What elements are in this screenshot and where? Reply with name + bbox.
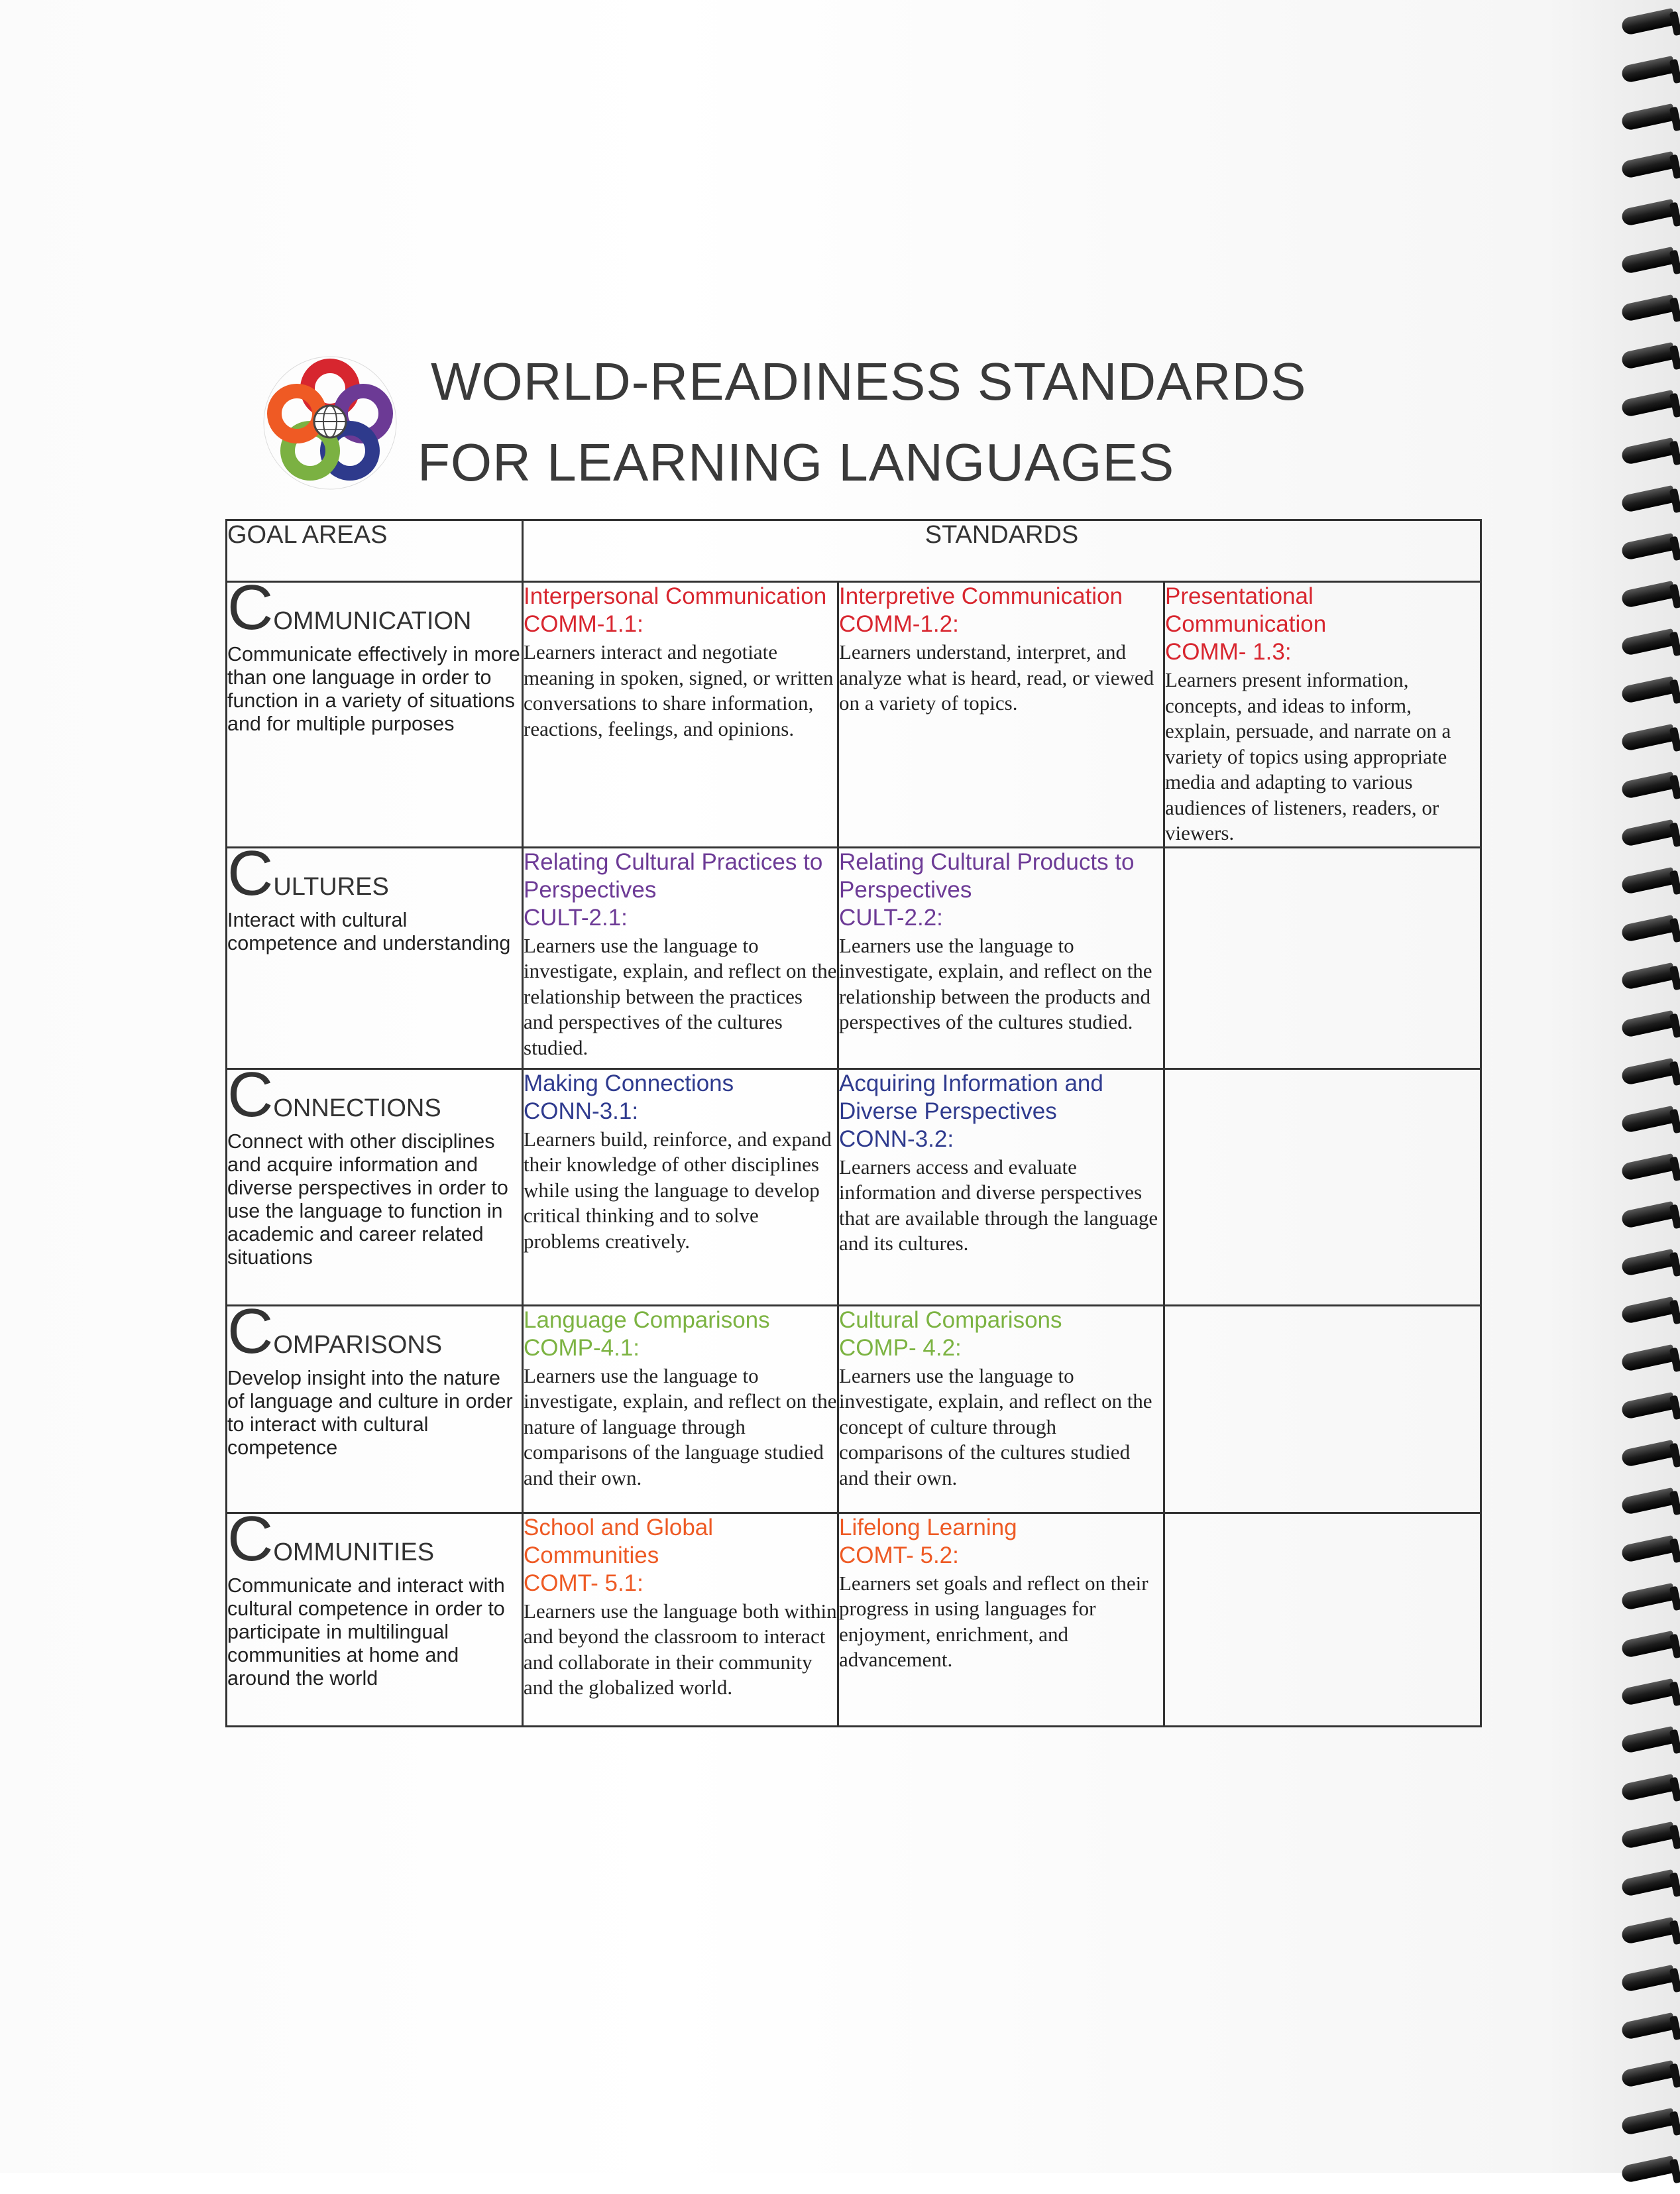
standard-title: Presentational Communication [1165, 583, 1327, 637]
spiral-coil [1620, 1774, 1676, 1802]
spiral-coil [1620, 1440, 1676, 1468]
standard-cell [523, 1513, 838, 1726]
spiral-coil [1620, 2012, 1676, 2040]
standard-code: COMP-4.1: [524, 1334, 640, 1361]
spiral-coil [1620, 581, 1676, 608]
spiral-coil [1620, 1869, 1676, 1897]
table-row [227, 1305, 1481, 1513]
goal-area-name: COMMUNITIES [227, 1503, 435, 1574]
page-title-line-1: WORLD-READINESS STANDARDS [431, 352, 1307, 411]
standard-description: Learners set goals and reflect on their progress in using languages for enjoyment, enrichment, and advancement. [839, 1571, 1148, 1671]
spiral-coil [1620, 2060, 1676, 2088]
standards-header: STANDARDS [523, 520, 1481, 582]
spiral-coil [1620, 1106, 1676, 1133]
spiral-coil [1620, 1917, 1676, 1945]
goal-area-name: COMPARISONS [227, 1295, 443, 1367]
standard-code: COMM-1.1: [524, 611, 644, 637]
goal-area-description: Develop insight into the nature of language and culture in order to interact with cultural competence [227, 1366, 513, 1459]
spiral-coil [1620, 342, 1676, 370]
goal-area-description: Interact with cultural competence and understanding [227, 908, 511, 954]
goal-area-description: Communicate and interact with cultural competence in order to participate in multilingual communities at home and around the world [227, 1574, 505, 1690]
spiral-coil [1620, 1583, 1676, 1611]
spiral-coil [1620, 1678, 1676, 1706]
table-header-row [227, 520, 1481, 582]
goal-area-cell [227, 572, 523, 848]
spiral-coil [1620, 56, 1676, 84]
spiral-binding [1607, 0, 1680, 2173]
standard-code: CONN-3.1: [524, 1098, 639, 1124]
standard-code: COMT- 5.1: [524, 1570, 644, 1596]
standard-code: CULT-2.2: [839, 904, 943, 931]
spiral-coil [1620, 915, 1676, 943]
standard-description: Learners use the language both within and beyond the classroom to interact and collaborate in their community and the globalized world. [524, 1599, 837, 1699]
standard-cell [838, 1305, 1164, 1513]
standard-cell [523, 1305, 838, 1513]
spiral-coil [1620, 1487, 1676, 1515]
goal-area-description: Communicate effectively in more than one language in order to function in a variety of situations and for multiple purposes [227, 643, 520, 735]
standard-title: Relating Cultural Practices to Perspectives [524, 848, 823, 903]
spiral-coil [1620, 628, 1676, 656]
table-row [227, 1068, 1481, 1305]
spiral-coil [1620, 676, 1676, 704]
empty-standard-cell [1164, 847, 1481, 1068]
standard-code: CULT-2.1: [524, 904, 628, 931]
goal-area-cell [227, 1059, 523, 1305]
goal-area-name: CONNECTIONS [227, 1059, 441, 1130]
spiral-coil [1620, 1058, 1676, 1086]
spiral-coil [1620, 1726, 1676, 1754]
goal-area-cell [227, 1503, 523, 1726]
goal-area-name: CULTURES [227, 837, 389, 909]
standard-cell [523, 1068, 838, 1305]
standard-cell [838, 1068, 1164, 1305]
spiral-coil [1620, 8, 1676, 36]
goal-area-name: COMMUNICATION [227, 572, 472, 643]
spiral-coil [1620, 1392, 1676, 1420]
goal-area-description: Connect with other disciplines and acquire information and diverse perspectives in order to use the language to function in academic and career related situations [227, 1129, 508, 1269]
spiral-coil [1620, 724, 1676, 752]
spiral-coil [1620, 533, 1676, 561]
standard-cell [838, 582, 1164, 848]
standard-description: Learners use the language to investigate, explain, and reflect on the relationship between the practices and perspectives of the cultures studied. [524, 933, 837, 1059]
standard-code: COMP- 4.2: [839, 1334, 962, 1361]
standard-description: Learners build, reinforce, and expand their knowledge of other disciplines while using the language to develop critical thinking and to solve problems creatively. [524, 1127, 832, 1253]
spiral-coil [1620, 1297, 1676, 1324]
spiral-coil [1620, 772, 1676, 799]
spiral-coil [1620, 867, 1676, 895]
spiral-coil [1620, 1535, 1676, 1563]
spiral-coil [1620, 437, 1676, 465]
standard-description: Learners understand, interpret, and analyze what is heard, read, or viewed on a variety of topics. [839, 640, 1154, 715]
page-title-line-2: FOR LEARNING LANGUAGES [418, 433, 1175, 492]
spiral-coil [1620, 2108, 1676, 2136]
standards-table [225, 519, 1482, 1727]
spiral-coil [1620, 1249, 1676, 1277]
standard-title: Lifelong Learning [839, 1514, 1017, 1540]
spiral-coil [1620, 819, 1676, 847]
standard-title: Interpersonal Communication [524, 583, 827, 609]
spiral-coil [1620, 1965, 1676, 1992]
spiral-coil [1620, 294, 1676, 322]
table-row [227, 847, 1481, 1068]
spiral-coil [1620, 1153, 1676, 1181]
standard-description: Learners use the language to investigate, explain, and reflect on the concept of culture through comparisons of the cultures studied and their own. [839, 1363, 1152, 1489]
standard-title: Cultural Comparisons [839, 1306, 1062, 1333]
spiral-coil [1620, 103, 1676, 131]
goal-area-cell [227, 837, 523, 1068]
spiral-coil [1620, 247, 1676, 274]
goal-areas-header: GOAL AREAS [227, 520, 523, 582]
standard-title: School and Global Communities [524, 1514, 714, 1568]
spiral-coil [1620, 962, 1676, 990]
standard-cell [838, 847, 1164, 1068]
goal-area-cell [227, 1295, 523, 1513]
standard-title: Acquiring Information and Diverse Perspectives [839, 1070, 1103, 1124]
standard-cell [1164, 582, 1481, 848]
spiral-coil [1620, 199, 1676, 227]
standard-description: Learners use the language to investigate, explain, and reflect on the relationship between the products and perspectives of the cultures studied. [839, 933, 1152, 1033]
standard-code: COMM- 1.3: [1165, 639, 1292, 665]
standard-code: COMM-1.2: [839, 611, 959, 637]
standard-title: Interpretive Communication [839, 583, 1123, 609]
standard-cell [523, 582, 838, 848]
empty-standard-cell [1164, 1068, 1481, 1305]
empty-standard-cell [1164, 1305, 1481, 1513]
spiral-coil [1620, 1821, 1676, 1849]
standard-description: Learners use the language to investigate, explain, and reflect on the nature of language through comparisons of the language studied and their own. [524, 1363, 837, 1489]
standard-cell [838, 1513, 1164, 1726]
standard-description: Learners interact and negotiate meaning in spoken, signed, or written conversations to share information, reactions, feelings, and opinions. [524, 640, 834, 740]
empty-standard-cell [1164, 1513, 1481, 1726]
spiral-coil [1620, 151, 1676, 179]
spiral-coil [1620, 485, 1676, 513]
standard-title: Language Comparisons [524, 1306, 770, 1333]
standard-code: COMT- 5.2: [839, 1542, 959, 1568]
standard-description: Learners present information, concepts, and ideas to inform, explain, persuade, and narrate on a variety of topics using appropriate media and adapting to various audiences of listeners, readers, or viewers. [1165, 668, 1451, 844]
spiral-coil [1620, 1201, 1676, 1229]
table-row [227, 1513, 1481, 1726]
five-cs-logo-icon [257, 350, 403, 496]
spiral-coil [1620, 1010, 1676, 1038]
standard-title: Relating Cultural Products to Perspectives [839, 848, 1135, 903]
standard-description: Learners access and evaluate information and diverse perspectives that are available through the language and its cultures. [839, 1155, 1158, 1255]
spiral-coil [1620, 1631, 1676, 1658]
standard-cell [523, 847, 838, 1068]
standard-code: CONN-3.2: [839, 1126, 954, 1152]
spiral-coil [1620, 2156, 1676, 2183]
spiral-coil [1620, 1344, 1676, 1372]
table-row [227, 582, 1481, 848]
spiral-coil [1620, 390, 1676, 418]
standard-title: Making Connections [524, 1070, 734, 1096]
